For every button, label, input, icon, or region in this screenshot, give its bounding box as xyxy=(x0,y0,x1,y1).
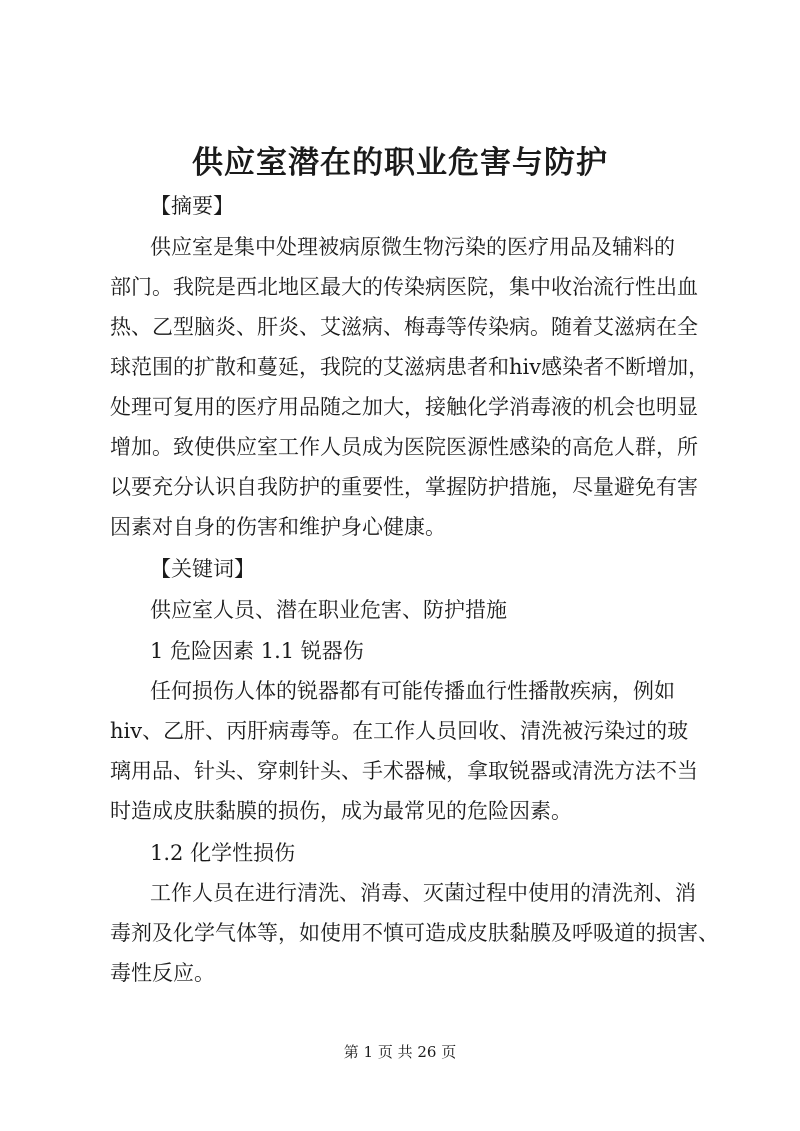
body-line: 璃用品、针头、穿刺针头、手术器械，拿取锐器或清洗方法不当 xyxy=(110,759,698,783)
body-line: 任何损伤人体的锐器都有可能传播血行性播散疾病，例如 xyxy=(150,679,675,703)
body-line: 时造成皮肤黏膜的损伤，成为最常见的危险因素。 xyxy=(110,799,572,823)
body-line: hiv、乙肝、丙肝病毒等。在工作人员回收、清洗被污染过的玻 xyxy=(110,719,689,743)
abstract-line: 处理可复用的医疗用品随之加大，接触化学消毒液的机会也明显 xyxy=(110,395,698,419)
abstract-line: 供应室是集中处理被病原微生物污染的医疗用品及辅料的 xyxy=(150,235,675,259)
abstract-line: 因素对自身的伤害和维护身心健康。 xyxy=(110,515,446,539)
document-title: 供应室潜在的职业危害与防护 xyxy=(192,145,608,181)
abstract-heading: 【摘要】 xyxy=(150,194,234,218)
body-line: 工作人员在进行清洗、消毒、灭菌过程中使用的清洗剂、消 xyxy=(150,881,696,905)
abstract-line: 增加。致使供应室工作人员成为医院医源性感染的高危人群，所 xyxy=(110,435,698,459)
page-footer: 第 1 页 共 26 页 xyxy=(343,1043,457,1061)
body-line: 毒性反应。 xyxy=(110,961,215,985)
abstract-line: 部门。我院是西北地区最大的传染病医院，集中收治流行性出血 xyxy=(110,275,698,299)
abstract-line: 以要充分认识自我防护的重要性，掌握防护措施，尽量避免有害 xyxy=(110,475,698,499)
body-line: 毒剂及化学气体等，如使用不慎可造成皮肤黏膜及呼吸道的损害、 xyxy=(110,921,719,945)
section-heading: 1 危险因素 1.1 锐器伤 xyxy=(150,639,364,663)
abstract-line: 热、乙型脑炎、肝炎、艾滋病、梅毒等传染病。随着艾滋病在全 xyxy=(110,315,698,339)
keywords-heading: 【关键词】 xyxy=(150,557,255,581)
keywords-line: 供应室人员、潜在职业危害、防护措施 xyxy=(150,598,507,622)
abstract-line: 球范围的扩散和蔓延，我院的艾滋病患者和hiv感染者不断增加， xyxy=(110,355,710,379)
section-heading: 1.2 化学性损伤 xyxy=(150,841,296,865)
